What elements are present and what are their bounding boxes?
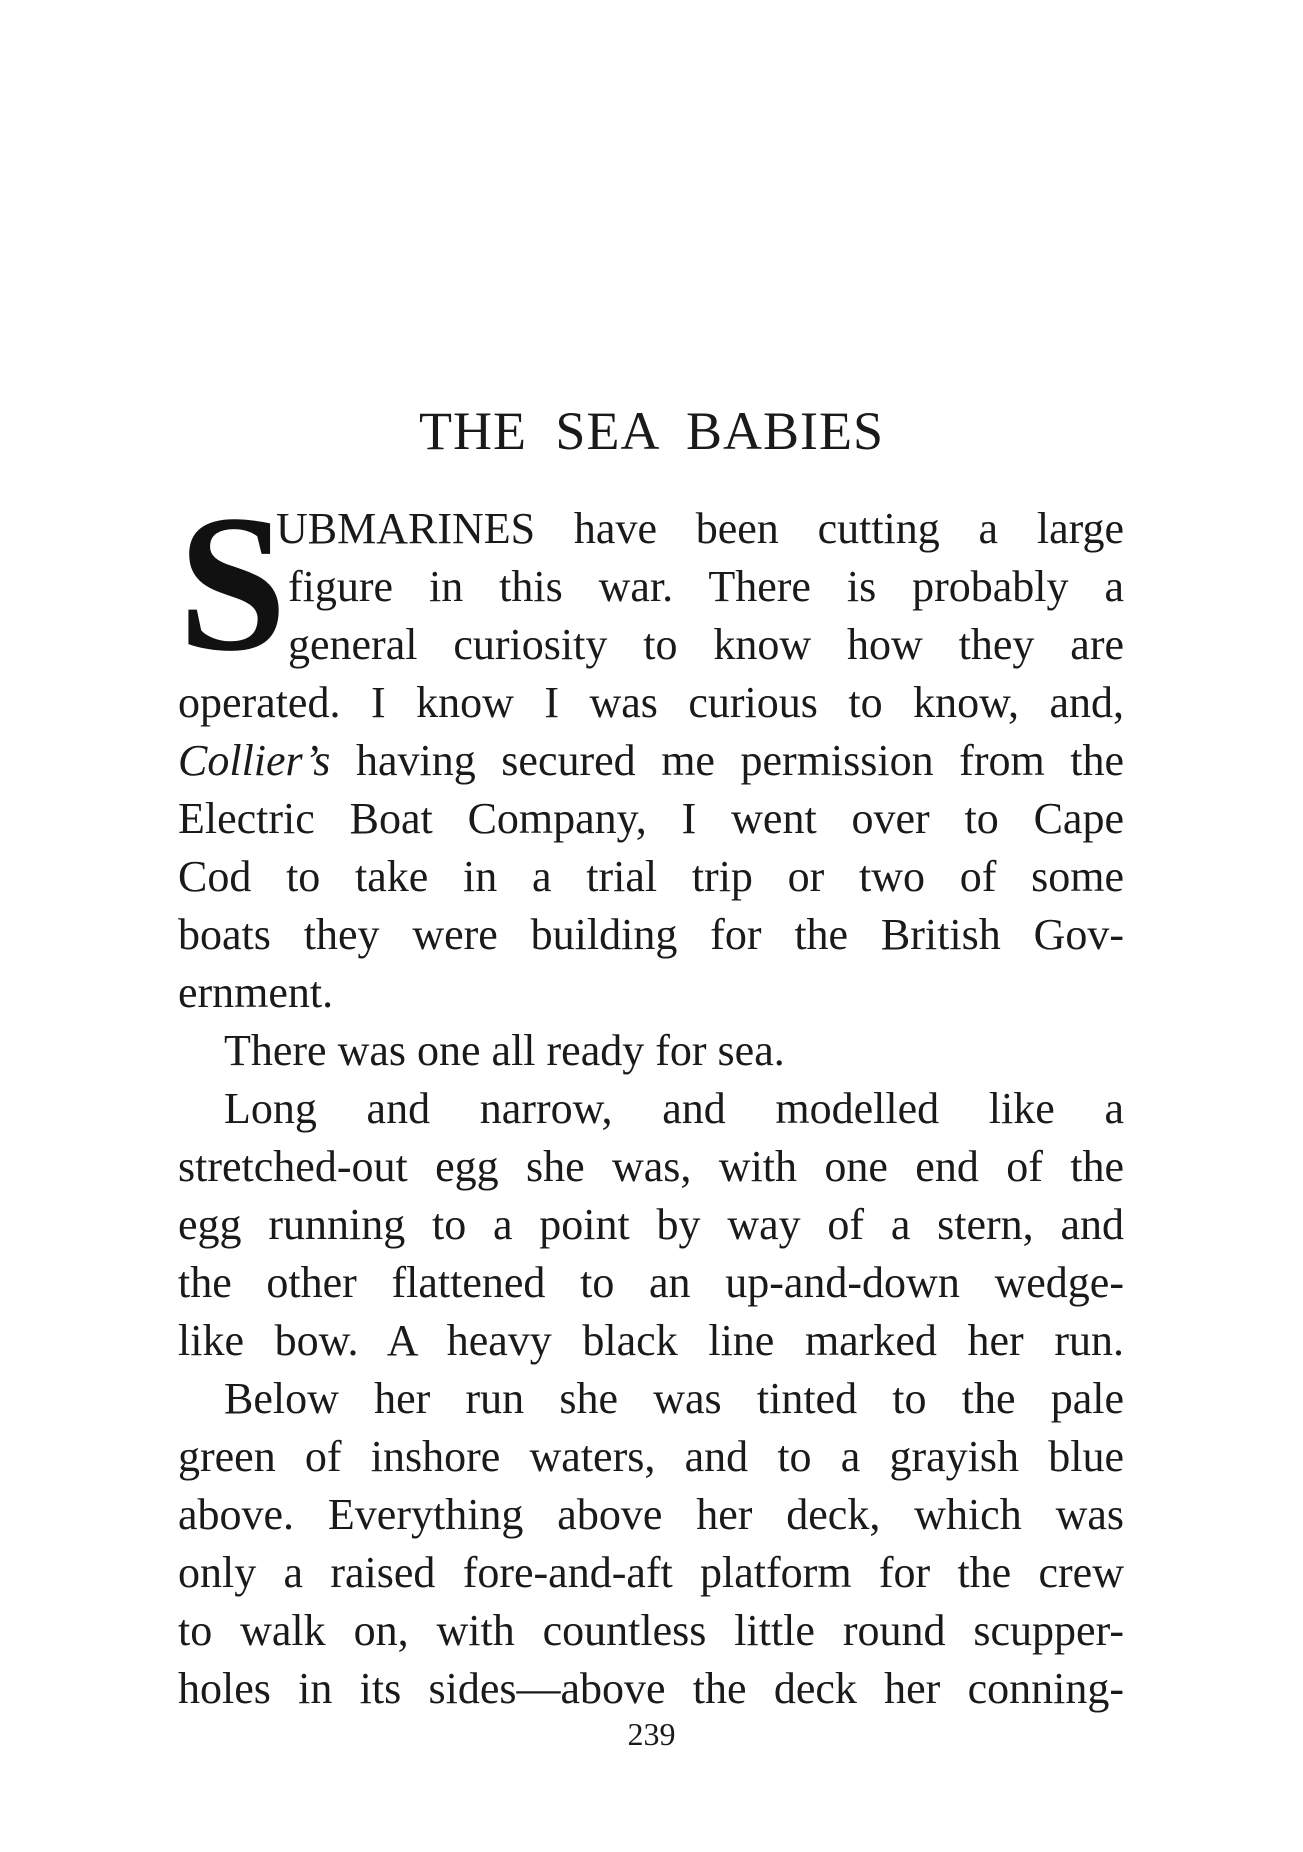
- text-line: green of inshore waters, and to a grayish blue: [178, 1432, 1124, 1481]
- text-line: UBMARINES have been cutting a large: [276, 504, 1124, 553]
- drop-cap-letter: S: [178, 475, 288, 692]
- text-line: Cod to take in a trial trip or two of some: [178, 852, 1124, 901]
- text-line: ernment.: [178, 968, 334, 1017]
- text-line: the other flattened to an up-and-down wedge-: [178, 1258, 1124, 1307]
- text-line: only a raised fore-and-aft platform for the crew: [178, 1548, 1124, 1597]
- text-line: to walk on, with countless little round scupper-: [178, 1606, 1124, 1655]
- opening-paragraph: [178, 475, 1124, 692]
- text-line: Below her run she was tinted to the pale: [224, 1374, 1124, 1423]
- text-line: holes in its sides—above the deck her conning-: [178, 1664, 1124, 1713]
- text-line: stretched-out egg she was, with one end of the: [178, 1142, 1124, 1191]
- text-line: egg running to a point by way of a stern, and: [178, 1200, 1124, 1249]
- text-line: Electric Boat Company, I went over to Cape: [178, 794, 1124, 843]
- italic-publication-name: Collier’s: [178, 736, 331, 785]
- paragraph-short: There was one all ready for sea.: [224, 1026, 785, 1075]
- text-line: figure in this war. There is probably a: [288, 562, 1124, 611]
- paragraph-continuation: [178, 674, 1124, 1718]
- text-line: like bow. A heavy black line marked her run.: [178, 1316, 1124, 1365]
- page-number: 239: [627, 1716, 676, 1752]
- text-fragment: having secured me permission from the: [355, 736, 1125, 785]
- chapter-title: THE SEA BABIES: [418, 401, 885, 461]
- text-line: above. Everything above her deck, which was: [178, 1490, 1124, 1539]
- text-line: boats they were building for the British Gov-: [178, 910, 1124, 959]
- text-line: general curiosity to know how they are: [288, 620, 1124, 669]
- text-line: operated. I know I was curious to know, and,: [178, 678, 1124, 727]
- text-line: Long and narrow, and modelled like a: [224, 1084, 1124, 1133]
- text-line: [178, 732, 1124, 790]
- drop-cap-lines: [276, 500, 1124, 674]
